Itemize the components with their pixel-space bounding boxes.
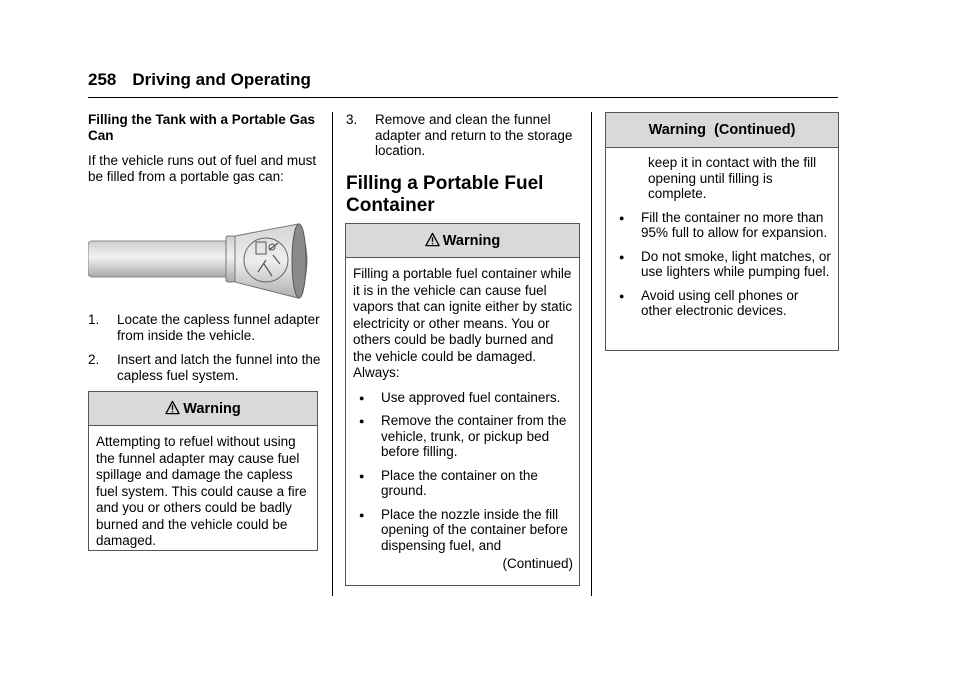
warning-box-portable-container bbox=[345, 223, 580, 586]
warning-title: Warning bbox=[183, 400, 241, 417]
bullet-item bbox=[613, 210, 832, 241]
step-number: 1. bbox=[88, 312, 100, 327]
warning-body: Filling a portable fuel container while it is in the vehicle can cause fuel vapors that can ignite either by static electricity or other means. You or others could be badly burned and the vehicle could be damaged. Always: bbox=[353, 266, 573, 380]
warning-header bbox=[346, 224, 579, 258]
warning-box-continued bbox=[605, 112, 839, 351]
middle-column bbox=[346, 112, 576, 217]
step-item bbox=[346, 112, 576, 159]
funnel-adapter-illustration bbox=[88, 220, 318, 302]
warning-box-funnel bbox=[88, 391, 318, 551]
bullet-item bbox=[353, 507, 573, 554]
page-section-title: Driving and Operating bbox=[132, 70, 311, 89]
step-text: Locate the capless funnel adapter from inside the vehicle. bbox=[117, 312, 320, 343]
subheading-portable-gas-can: Filling the Tank with a Portable Gas Can bbox=[88, 112, 316, 143]
bullet-dot: ● bbox=[359, 509, 365, 520]
warning-icon bbox=[425, 232, 440, 247]
step-item bbox=[88, 352, 323, 383]
warning-title: Warning (Continued) bbox=[648, 122, 796, 138]
bullet-text: Do not smoke, light matches, or use lighters while pumping fuel. bbox=[641, 248, 831, 279]
bullet-dot: ● bbox=[619, 251, 625, 262]
bullet-text: Place the container on the ground. bbox=[381, 467, 538, 498]
column-divider-left bbox=[332, 112, 333, 596]
warning-title: Warning bbox=[442, 232, 501, 249]
bullet-text: Use approved fuel containers. bbox=[381, 389, 561, 405]
bullet-item bbox=[353, 413, 573, 460]
warning-header bbox=[606, 113, 838, 148]
step-number: 3. bbox=[346, 112, 358, 127]
step-item bbox=[88, 312, 323, 343]
continued-label: (Continued) bbox=[502, 556, 573, 571]
page-number: 258 bbox=[88, 70, 117, 89]
bullet-item bbox=[353, 468, 573, 499]
section-title-portable-container: Filling a Portable Fuel Container bbox=[346, 172, 544, 216]
warning-icon bbox=[165, 400, 180, 415]
bullet-dot: ● bbox=[359, 392, 365, 403]
bullet-dot: ● bbox=[619, 212, 625, 223]
bullet-dot: ● bbox=[359, 470, 365, 481]
bullet-dot: ● bbox=[619, 290, 625, 301]
bullet-text: Remove the container from the vehicle, trunk, or pickup bed before filling. bbox=[381, 413, 567, 459]
column-divider-right bbox=[591, 112, 592, 596]
header-rule bbox=[88, 97, 838, 98]
step-text: Insert and latch the funnel into the capless fuel system. bbox=[117, 352, 321, 383]
left-column-steps bbox=[88, 303, 323, 383]
bullet-text: Avoid using cell phones or other electronic devices. bbox=[641, 287, 799, 318]
warning-continuation-text: keep it in contact with the fill opening until filling is complete. bbox=[648, 155, 817, 201]
bullet-text: Fill the container no more than 95% full to allow for expansion. bbox=[641, 209, 828, 240]
bullet-text: Place the nozzle inside the fill opening of the container before dispensing fuel, and bbox=[381, 506, 568, 553]
intro-paragraph: If the vehicle runs out of fuel and must be filled from a portable gas can: bbox=[88, 153, 317, 184]
bullet-item bbox=[613, 288, 832, 319]
page-header bbox=[88, 70, 311, 90]
bullet-item bbox=[353, 390, 573, 406]
bullet-item bbox=[613, 249, 832, 280]
step-number: 2. bbox=[88, 352, 100, 367]
bullet-dot: ● bbox=[359, 416, 365, 426]
left-column bbox=[88, 112, 318, 184]
warning-body: Attempting to refuel without using the funnel adapter may cause fuel spillage and damage the capless fuel system. This could cause a fire and you or others could be badly burned and the vehicle could be damaged. bbox=[96, 434, 307, 548]
warning-header bbox=[89, 392, 317, 426]
step-text: Remove and clean the funnel adapter and return to the storage location. bbox=[375, 112, 573, 158]
